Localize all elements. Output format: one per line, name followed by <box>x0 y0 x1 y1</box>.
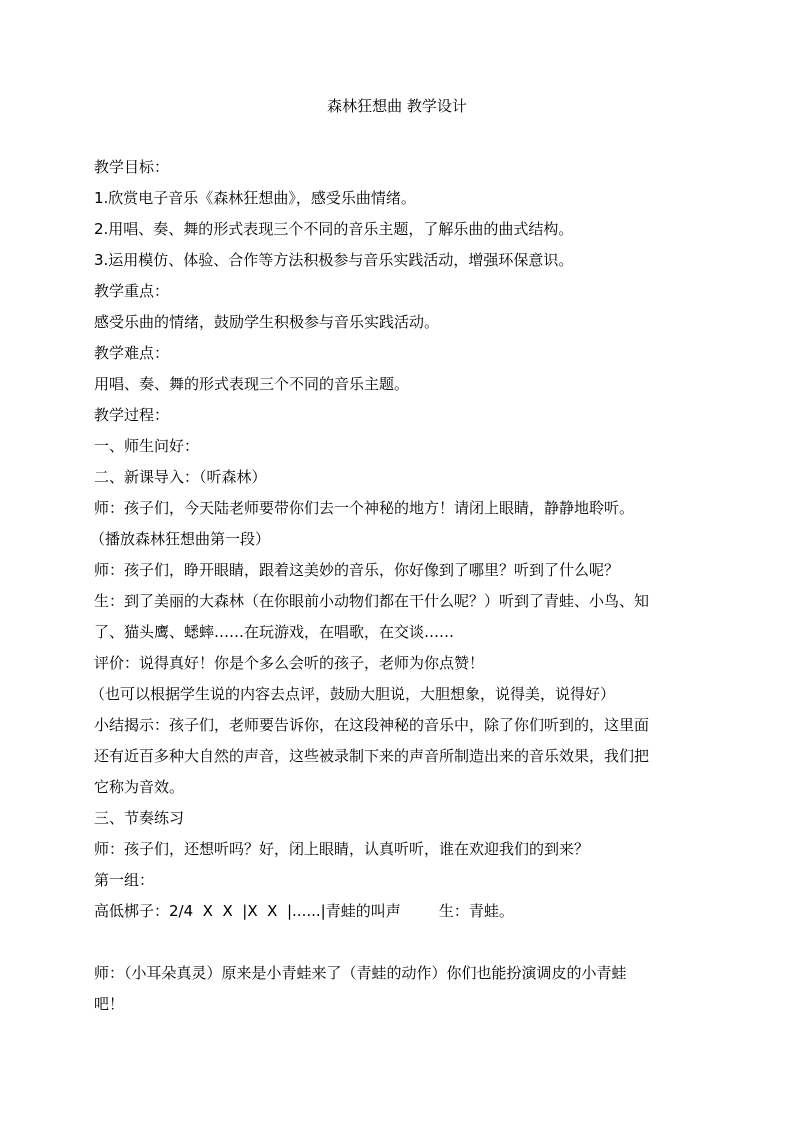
paragraph-line: （播放森林狂想曲第一段） <box>90 530 271 548</box>
section-heading-key-points: 教学重点： <box>94 282 170 300</box>
difficulty-text: 用唱、奏、舞的形式表现三个不同的音乐主题。 <box>94 375 410 393</box>
paragraph-line: 它称为音效。 <box>94 778 185 796</box>
key-point-text: 感受乐曲的情绪，鼓励学生积极参与音乐实践活动。 <box>94 313 440 331</box>
process-step-1: 一、师生问好： <box>94 437 200 455</box>
group-label: 第一组： <box>94 871 155 889</box>
paragraph-line: 师：（小耳朵真灵）原来是小青蛙来了（青蛙的动作）你们也能扮演调皮的小青蛙 <box>94 964 627 982</box>
section-heading-process: 教学过程： <box>94 406 170 424</box>
objective-1: 1.欣赏电子音乐《森林狂想曲》，感受乐曲情绪。 <box>94 189 416 207</box>
paragraph-line: 小结揭示：孩子们，老师要告诉你，在这段神秘的音乐中，除了你们听到的，这里面 <box>94 716 650 734</box>
rhythm-notation-line: 高低梆子：2/4 X X |X X |......|青蛙的叫声 生：青蛙。 <box>94 902 514 920</box>
paragraph-line: 师：孩子们，睁开眼睛，跟着这美妙的音乐，你好像到了哪里？听到了什么呢？ <box>94 561 620 579</box>
document-title: 森林狂想曲 教学设计 <box>327 97 467 115</box>
section-heading-difficulties: 教学难点： <box>94 344 170 362</box>
process-step-3: 三、节奏练习 <box>94 809 185 827</box>
paragraph-line: 生：到了美丽的大森林（在你眼前小动物们都在干什么呢？）听到了青蛙、小鸟、知 <box>94 592 650 610</box>
paragraph-line: 评价：说得真好！你是个多么会听的孩子，老师为你点赞！ <box>94 654 485 672</box>
paragraph-line: 了、猫头鹰、蟋蟀……在玩游戏，在唱歌，在交谈…… <box>94 623 455 641</box>
section-heading-objectives: 教学目标： <box>94 158 170 176</box>
paragraph-line: 还有近百多种大自然的声音，这些被录制下来的声音所制造出来的音乐效果，我们把 <box>94 747 650 765</box>
objective-3: 3.运用模仿、体验、合作等方法积极参与音乐实践活动，增强环保意识。 <box>94 251 574 269</box>
paragraph-line: 师：孩子们，今天陆老师要带你们去一个神秘的地方！请闭上眼睛，静静地聆听。 <box>94 499 635 517</box>
process-step-2: 二、新课导入：（听森林） <box>94 468 267 486</box>
paragraph-line: 师：孩子们，还想听吗？好，闭上眼睛，认真听听，谁在欢迎我们的到来？ <box>94 840 590 858</box>
paragraph-line: 吧！ <box>94 995 125 1013</box>
objective-2: 2.用唱、奏、舞的形式表现三个不同的音乐主题，了解乐曲的曲式结构。 <box>94 220 574 238</box>
paragraph-line: （也可以根据学生说的内容去点评，鼓励大胆说，大胆想象，说得美，说得好） <box>90 685 616 703</box>
